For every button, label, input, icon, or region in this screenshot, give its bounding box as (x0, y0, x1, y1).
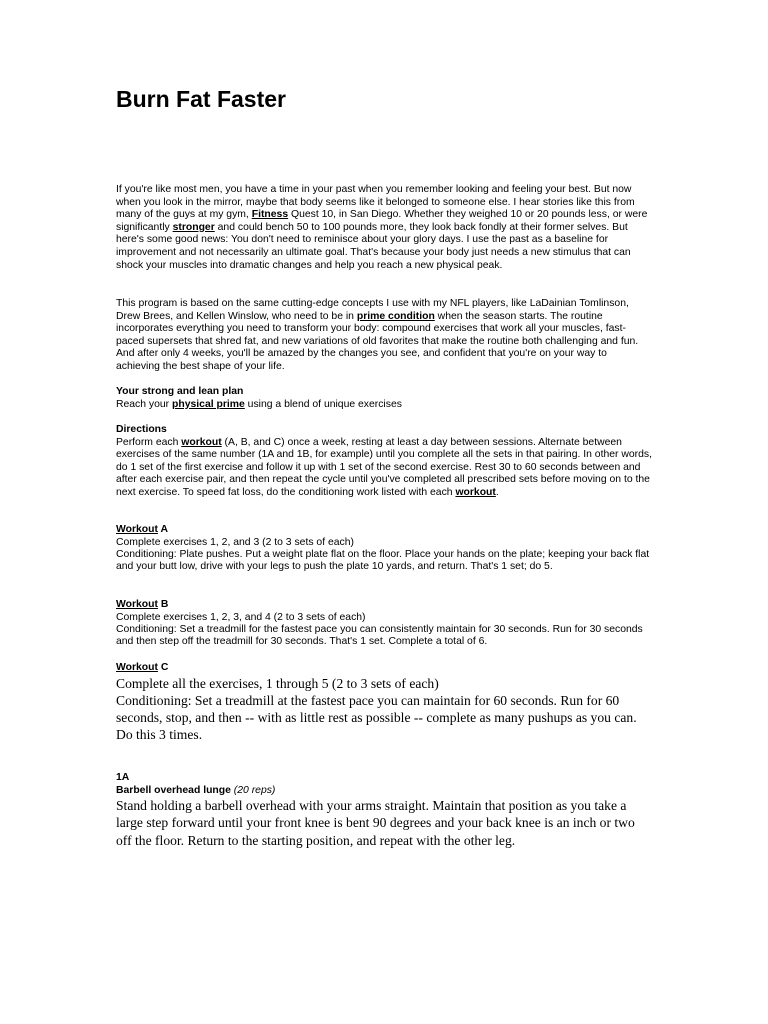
exercise-1a-description: Stand holding a barbell overhead with your arms straight. Maintain that position as you take a large step forward until your front knee is bent 90 degrees and your back knee is an inch or two off the floor. Return to the starting position, and repeat with the other leg. (116, 798, 635, 848)
workout-b-heading (116, 599, 652, 612)
directions-text-2: (A, B, and C) once a week, resting at least a day between sessions. Alternate between exercises of the same number (1A and 1B, for example) until you complete all the sets in that pairing. In other words, do 1 set of the first exercise and follow it up with 1 set of the second exercise. Rest 30 to 60 seconds between and after each exercise pair, and then repeat the cycle until you've completed all prescribed sets before moving on to the next exercise. To speed fat loss, do the conditioning work listed with each (116, 436, 652, 498)
plan-section (116, 386, 652, 411)
exercise-1a-name: Barbell overhead lunge (116, 784, 231, 796)
workout-a-section (116, 524, 652, 574)
workout-b-link[interactable]: Workout (116, 599, 158, 610)
workout-c-link[interactable]: Workout (116, 662, 158, 673)
workout-b-sets: Complete exercises 1, 2, 3, and 4 (2 to 3 sets of each) (116, 611, 366, 623)
plan-heading: Your strong and lean plan (116, 386, 244, 397)
directions-section (116, 424, 652, 500)
workout-b-letter: B (157, 599, 169, 610)
intro-paragraph-1 (116, 184, 652, 272)
directions-text-1: Perform each (116, 436, 182, 448)
workout-a-letter: A (157, 524, 168, 535)
page-title: Burn Fat Faster (116, 86, 286, 112)
directions-heading: Directions (116, 424, 167, 435)
exercise-1a-section (116, 772, 652, 849)
plan-text (116, 399, 652, 412)
prime-condition-link[interactable]: prime condition (356, 310, 435, 322)
directions-text-3: . (495, 486, 499, 498)
workout-a-link[interactable]: Workout (116, 524, 158, 535)
workout-c-heading (116, 662, 652, 675)
exercise-1a-label: 1A (116, 772, 130, 783)
stronger-link[interactable]: stronger (172, 221, 215, 233)
workout-c-section (116, 662, 652, 743)
intro-p2-text-2: when the season starts. The routine incorporates everything you need to transform your body: compound exercises that work all your muscles, fast-paced supersets that shred fat, and new variations of old favorites that make the routine both challenging and fun. And after only 4 weeks, you'll be amazed by the changes you see, and confident that you're on your way to achieving the best shape of your life. (116, 310, 639, 372)
plan-text-1: Reach your (116, 398, 173, 410)
plan-text-2: using a blend of unique exercises (244, 398, 402, 410)
workout-b-conditioning: Conditioning: Set a treadmill for the fastest pace you can consistently maintain for 30 seconds. Run for 30 seconds and then step off the treadmill for 30 seconds. That's 1 set. Complete a total of 6. (116, 624, 643, 648)
workout-a-conditioning: Conditioning: Plate pushes. Put a weight plate flat on the floor. Place your hands on the plate; keeping your back flat and your butt low, drive with your legs to push the plate 10 yards, and return. That's 1 set; do 5. (116, 549, 650, 573)
directions-text (116, 437, 652, 500)
workout-c-conditioning: Conditioning: Set a treadmill at the fastest pace you can maintain for 60 seconds. Run for 60 seconds, stop, and then -- with as little rest as possible -- complete as many pushups as you can. Do this 3 times. (116, 692, 637, 743)
intro-p2-text-1: This program is based on the same cutting-edge concepts I use with my NFL players, like LaDainian Tomlinson, Drew Brees, and Kellen Winslow, who need to be in (116, 298, 629, 322)
physical-prime-link[interactable]: physical prime (172, 398, 245, 410)
fitness-link[interactable]: Fitness (251, 209, 289, 221)
exercise-1a-reps: (20 reps) (233, 784, 276, 796)
intro-p1-text-3: and could bench 50 to 100 pounds more, they look back fondly at their former selves. But here's some good news: You don't need to reminisce about your glory days. I use the past as a baseline for improvement and not necessarily an ultimate goal. That's because your body just needs a new stimulus that can shock your muscles into dramatic changes and help you reach a new physical peak. (116, 221, 631, 271)
workout-a-heading (116, 524, 652, 537)
workout-c-sets: Complete all the exercises, 1 through 5 (2 to 3 sets of each) (116, 675, 439, 691)
intro-paragraph-2 (116, 298, 652, 374)
exercise-1a-title (116, 785, 652, 798)
workout-b-section (116, 599, 652, 649)
workout-link-1[interactable]: workout (181, 436, 222, 448)
workout-a-sets: Complete exercises 1, 2, and 3 (2 to 3 sets of each) (116, 536, 354, 548)
workout-link-2[interactable]: workout (455, 486, 496, 498)
workout-c-letter: C (157, 662, 169, 673)
intro-p1-text-2: Quest 10, in San Diego. Whether they weighed 10 or 20 pounds less, or were significantly (116, 209, 648, 233)
intro-p1-text-1: If you're like most men, you have a time in your past when you remember looking and feeling your best. But now when you look in the mirror, maybe that body seems like it belonged to someone else. I hear stories like this from many of the guys at my gym, (116, 184, 635, 221)
